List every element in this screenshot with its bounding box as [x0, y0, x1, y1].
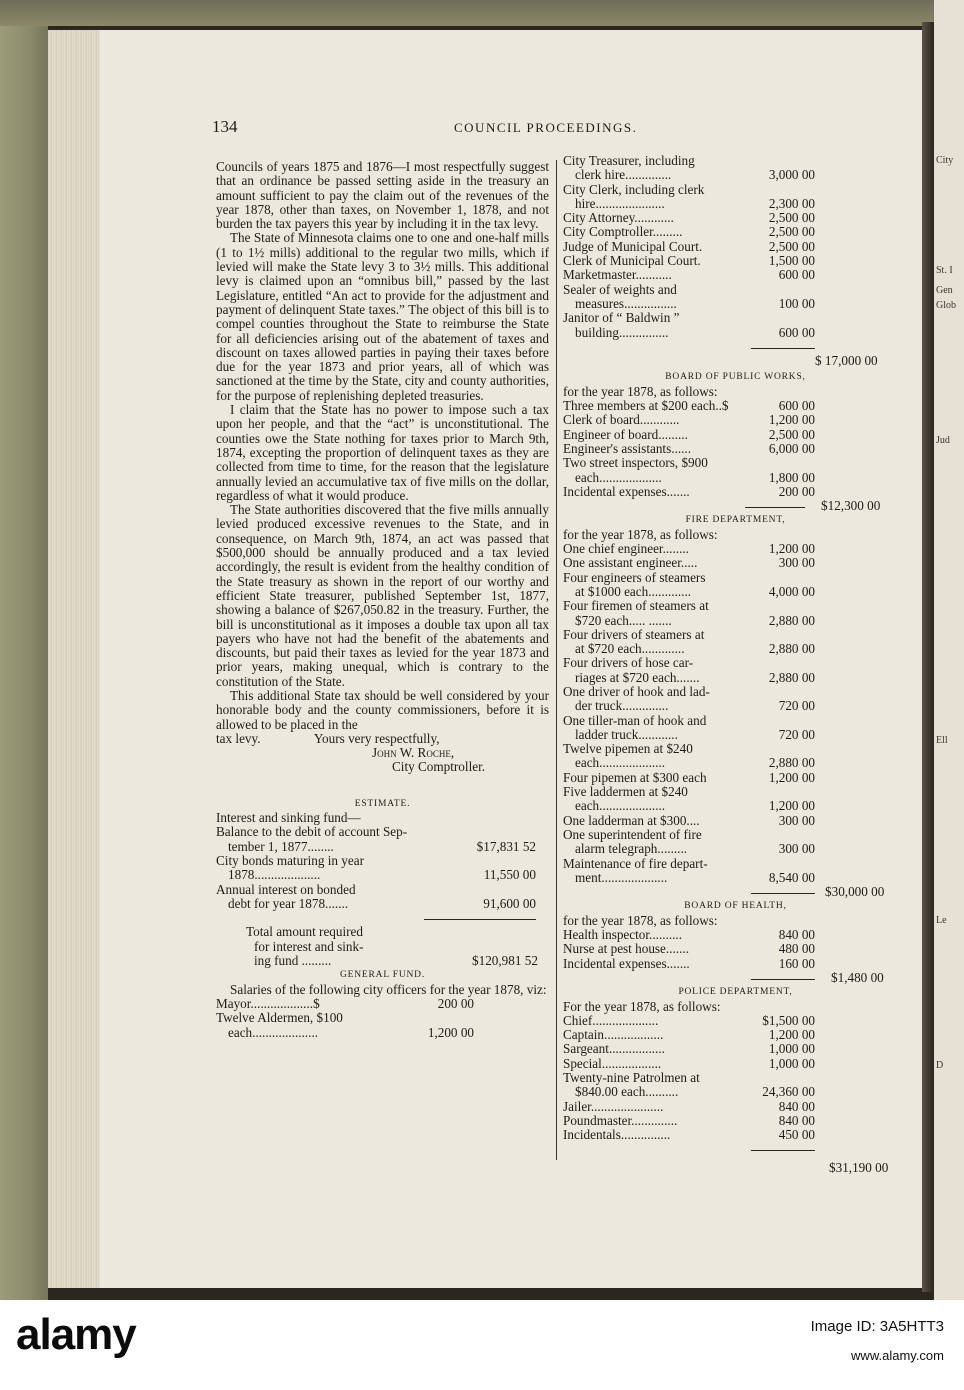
table-row — [563, 728, 908, 742]
total-line-1: Total amount required — [246, 924, 363, 940]
table-row — [216, 1026, 549, 1040]
officers-table — [563, 154, 908, 340]
row-label: Four engineers of steamers — [563, 569, 706, 585]
row-amount: 840 00 — [778, 1098, 815, 1114]
table-row — [563, 471, 908, 485]
row-label: measures................ — [575, 295, 677, 311]
row-amount: 300 00 — [778, 555, 815, 571]
row-label: each.................... — [575, 798, 666, 814]
row-label: alarm telegraph......... — [575, 841, 688, 857]
row-label: Four drivers of steamers at — [563, 626, 705, 642]
row-amount: 200 00 — [437, 995, 474, 1011]
closing-line — [216, 732, 549, 746]
table-row — [563, 799, 908, 813]
row-label: 1878.................... — [228, 867, 321, 883]
row-amount: 1,200 00 — [768, 769, 815, 785]
table-row — [216, 811, 549, 825]
table-row — [563, 656, 908, 670]
row-label: $720 each..... ....... — [575, 612, 672, 628]
table-row — [563, 399, 908, 413]
row-amount: 1,200 00 — [427, 1024, 474, 1040]
row-label: Special.................. — [563, 1055, 662, 1071]
table-row — [563, 1071, 908, 1085]
table-row — [563, 871, 908, 885]
row-label: at $1000 each............. — [575, 583, 692, 599]
public-works-intro: for the year 1878, as follows: — [563, 383, 718, 399]
health-table — [563, 928, 908, 971]
signature-title: City Comptroller. — [392, 759, 486, 775]
row-label: Jailer...................... — [563, 1098, 664, 1114]
table-row — [563, 154, 908, 168]
general-fund-table — [216, 997, 549, 1040]
row-label: Sealer of weights and — [563, 281, 677, 297]
table-row — [216, 883, 549, 897]
row-label: Clerk of board............ — [563, 412, 680, 428]
row-label: Maintenance of fire depart- — [563, 855, 708, 871]
page-edges — [48, 30, 108, 1288]
row-label: clerk hire.............. — [575, 167, 672, 183]
table-row — [563, 428, 908, 442]
row-label: der truck.............. — [575, 698, 669, 714]
police-table — [563, 1014, 908, 1143]
paragraph: The State authorities discovered that the five mills annually levied produced excessive revenues to the State, and in consequence, on March 9th, 1874, an act was passed that $500,000 should be annually produced and a tax levied accordingly, the result is evident from the healthy condition of the State treasury as shown in the report of our worthy and efficient State treasurer, published September 1st, 1877, showing a balance of $267,050.82 in the treasury. Further, the bill is unconstitutional as it imposes a double tax upon all tax payers who have not had the benefit of the abatements and discounts, but paid their taxes as levied for the year 1873 and prior years, making unequal, which is contrary to the constitution of the State. — [216, 502, 549, 689]
table-row — [563, 456, 908, 470]
police-intro: For the year 1878, as follows: — [563, 998, 721, 1014]
row-label: Four drivers of hose car- — [563, 655, 694, 671]
table-row — [563, 571, 908, 585]
table-row — [563, 1085, 908, 1099]
public-works-total: $12,300 00 — [821, 498, 881, 514]
table-row — [563, 1014, 908, 1028]
paragraph: I claim that the State has no power to impose such a tax upon her people, and that the “act” is unconstitutional. The counties owe the State nothing for taxes prior to March 9th, 1874, excepting the proportion of delinquent taxes as they are collected from time to time, for the reason that the legislature annually levied an accumulative tax of five mills on the dollar, regardless of what it would produce. — [216, 402, 549, 503]
row-label: One driver of hook and lad- — [563, 683, 710, 699]
total-line-2: for interest and sink- — [254, 938, 364, 954]
police-heading: POLICE DEPARTMENT, — [678, 987, 793, 998]
row-amount: 1,000 00 — [768, 1041, 815, 1057]
paragraph: The State of Minnesota claims one to one and one-half mills (1 to 1½ mills) additional to the regular two mills, which if levied will make the State levy 3 to 3½ mills. This additional levy is claimed upon an “omnibus bill,” passed by the last Legislature, entitled “An act to provide for the adjustment and payment of delinquent State taxes.” The object of this bill is to compel counties throughout the State to reimburse the State for all deficiencies arising out of the abatement of taxes and discount on taxes allowed parties in paying their taxes before due for the year 1873 and prior years, all of which was sanctioned at the time by the State, city and county authorities, for the purpose of replenishing depleted treasuries. — [216, 230, 549, 403]
section-rule — [216, 911, 549, 925]
table-row — [563, 297, 908, 311]
row-amount: 1,200 00 — [768, 541, 815, 557]
row-amount: 2,880 00 — [768, 755, 815, 771]
row-amount: 1,500 00 — [768, 253, 815, 269]
row-amount: 6,000 00 — [768, 440, 815, 456]
estimate-table — [216, 811, 549, 911]
table-row — [563, 542, 908, 556]
table-row — [563, 311, 908, 325]
row-label: Five laddermen at $240 — [563, 784, 688, 800]
table-row — [563, 828, 908, 842]
table-row — [563, 442, 908, 456]
row-amount: 1,200 00 — [768, 798, 815, 814]
row-label: building............... — [575, 324, 669, 340]
paragraph: This additional State tax should be well considered by your honorable body and the county commissioners, before it is allowed to be placed in the — [216, 687, 549, 732]
table-row — [563, 183, 908, 197]
table-row — [563, 942, 908, 956]
table-row — [563, 585, 908, 599]
book-cover-top — [0, 0, 964, 26]
table-row — [563, 211, 908, 225]
row-amount: 100 00 — [778, 295, 815, 311]
public-works-total-row — [563, 499, 908, 513]
row-amount: 2,500 00 — [768, 224, 815, 240]
section-rule — [563, 1142, 908, 1156]
table-row — [216, 840, 549, 854]
table-row — [563, 1057, 908, 1071]
row-label: each.................... — [228, 1024, 319, 1040]
row-label: debt for year 1878....... — [228, 895, 349, 911]
row-label: Interest and sinking fund— — [216, 810, 361, 826]
row-amount: 2,500 00 — [768, 210, 815, 226]
row-label: hire..................... — [575, 195, 665, 211]
row-label: One tiller-man of hook and — [563, 712, 707, 728]
closing-salutation: Yours very respectfully, — [313, 730, 440, 746]
row-amount: 2,300 00 — [768, 195, 815, 211]
row-amount: 300 00 — [778, 841, 815, 857]
table-row — [563, 197, 908, 211]
row-label: City bonds maturing in year — [216, 852, 364, 868]
row-label: Annual interest on bonded — [216, 881, 356, 897]
row-amount: 450 00 — [778, 1127, 815, 1143]
row-amount: 4,000 00 — [768, 583, 815, 599]
row-amount: 1,000 00 — [768, 1055, 815, 1071]
row-label: City Attorney............ — [563, 210, 674, 226]
row-label: Twelve pipemen at $240 — [563, 741, 693, 757]
row-label: Balance to the debit of account Sep- — [216, 824, 408, 840]
column-divider — [556, 160, 557, 1160]
row-amount: $17,831 52 — [476, 838, 536, 854]
health-heading: BOARD OF HEALTH, — [684, 901, 787, 912]
row-label: One superintendent of fire — [563, 826, 702, 842]
table-row — [563, 928, 908, 942]
row-amount: 2,500 00 — [768, 238, 815, 254]
health-total-row — [563, 971, 908, 985]
adjacent-page-fragment: City St. I Gen Glob Jud Ell Le D — [934, 0, 964, 1300]
fire-total-row — [563, 885, 908, 899]
table-row — [563, 556, 908, 570]
row-label: Two street inspectors, $900 — [563, 455, 708, 471]
row-amount: 720 00 — [778, 726, 815, 742]
row-amount: $1,500 00 — [762, 1012, 815, 1028]
general-fund-heading: GENERAL FUND. — [340, 970, 425, 981]
table-row — [563, 756, 908, 770]
table-row — [563, 642, 908, 656]
book-cover-edge — [0, 0, 48, 1300]
closing-left: tax levy. — [216, 730, 261, 746]
table-row — [563, 857, 908, 871]
table-row — [216, 997, 549, 1011]
row-label: ladder truck............ — [575, 726, 678, 742]
table-row — [563, 254, 908, 268]
row-label: at $720 each............. — [575, 641, 685, 657]
table-row — [563, 268, 908, 282]
row-label: One assistant engineer..... — [563, 555, 698, 571]
public-works-heading: BOARD OF PUBLIC WORKS, — [665, 372, 806, 383]
police-total-row — [563, 1161, 908, 1175]
row-label: City Clerk, including clerk — [563, 181, 705, 197]
table-row — [563, 599, 908, 613]
stock-logo: alamy — [16, 1310, 136, 1359]
row-label: Incidentals............... — [563, 1127, 671, 1143]
row-amount: 2,880 00 — [768, 641, 815, 657]
row-label: each.................... — [575, 755, 666, 771]
row-amount: 2,500 00 — [768, 426, 815, 442]
fire-heading: FIRE DEPARTMENT, — [685, 515, 786, 526]
row-amount: 1,800 00 — [768, 469, 815, 485]
health-total: $1,480 00 — [831, 969, 884, 985]
stock-watermark-bar — [0, 1300, 964, 1390]
table-row — [563, 685, 908, 699]
table-row — [563, 413, 908, 427]
fire-total: $30,000 00 — [825, 884, 885, 900]
row-label: City Comptroller......... — [563, 224, 683, 240]
table-row — [563, 814, 908, 828]
stock-image-id: Image ID: 3A5HTT3 — [810, 1318, 944, 1335]
table-row — [216, 897, 549, 911]
table-row — [563, 714, 908, 728]
row-label: Poundmaster.............. — [563, 1112, 678, 1128]
row-label: Twenty-nine Patrolmen at — [563, 1070, 700, 1085]
row-amount: 1,200 00 — [768, 412, 815, 428]
row-amount: 3,000 00 — [768, 167, 815, 183]
table-row — [216, 825, 549, 839]
table-row — [563, 240, 908, 254]
row-amount: 480 00 — [778, 941, 815, 957]
table-row — [563, 957, 908, 971]
public-works-table — [563, 399, 908, 499]
row-label: $840.00 each.......... — [575, 1084, 679, 1100]
row-label: ment.................... — [575, 869, 668, 885]
table-row — [563, 225, 908, 239]
row-label: Nurse at pest house....... — [563, 941, 689, 957]
row-label: Four firemen of steamers at — [563, 598, 709, 614]
table-row — [563, 1128, 908, 1142]
row-label: Clerk of Municipal Court. — [563, 253, 701, 269]
row-amount: 24,360 00 — [762, 1084, 815, 1100]
table-row — [563, 614, 908, 628]
table-row — [563, 699, 908, 713]
table-row — [563, 485, 908, 499]
row-label: City Treasurer, including — [563, 153, 695, 168]
officers-total: $ 17,000 00 — [815, 353, 878, 369]
section-rule — [563, 340, 908, 354]
table-row — [563, 326, 908, 340]
table-row — [563, 671, 908, 685]
stock-url: www.alamy.com — [851, 1348, 944, 1363]
row-amount: 600 00 — [778, 324, 815, 340]
table-row — [563, 842, 908, 856]
right-column — [563, 154, 908, 1175]
book-gutter — [922, 22, 934, 1292]
signature-name: John W. Roche, — [372, 745, 455, 761]
table-row — [563, 283, 908, 297]
row-label: Chief.................... — [563, 1012, 659, 1028]
health-intro: for the year 1878, as follows: — [563, 912, 718, 928]
left-column — [216, 160, 549, 1040]
row-amount: 600 00 — [778, 267, 815, 283]
row-label: One ladderman at $300.... — [563, 812, 700, 828]
estimate-total: $120,981 52 — [472, 953, 538, 969]
table-row — [216, 854, 549, 868]
row-label: Judge of Municipal Court. — [563, 238, 703, 254]
row-amount: 160 00 — [778, 955, 815, 971]
table-row — [563, 628, 908, 642]
row-amount: 11,550 00 — [483, 867, 536, 883]
fire-intro: for the year 1878, as follows: — [563, 526, 718, 542]
table-row — [563, 785, 908, 799]
row-label: One chief engineer........ — [563, 541, 689, 557]
row-amount: 200 00 — [778, 483, 815, 499]
page-number: 134 — [212, 117, 238, 136]
paragraph: Councils of years 1875 and 1876—I most respectfully suggest that an ordinance be passed setting aside in the treasury an amount sufficient to pay the claim out of the revenues of the year 1878, other than taxes, on November 1, 1878, and not burden the tax payers this year by including it in the tax levy. — [216, 159, 549, 232]
estimate-heading: ESTIMATE. — [354, 798, 411, 809]
row-label: Janitor of “ Baldwin ” — [563, 310, 680, 326]
table-row — [563, 1028, 908, 1042]
row-label: Mayor...................$ — [216, 995, 320, 1011]
row-amount: 1,200 00 — [768, 1027, 815, 1043]
police-total: $31,190 00 — [829, 1159, 889, 1175]
row-label: Twelve Aldermen, $100 — [216, 1010, 343, 1026]
row-amount: 720 00 — [778, 698, 815, 714]
row-amount: 300 00 — [778, 812, 815, 828]
general-fund-intro: Salaries of the following city officers for the year 1878, viz: — [230, 981, 547, 997]
fire-table — [563, 542, 908, 885]
row-label: Incidental expenses....... — [563, 483, 690, 499]
row-amount: 2,880 00 — [768, 669, 815, 685]
total-line-3: ing fund ......... $120,981 52 — [254, 953, 538, 969]
row-amount: 91,600 00 — [483, 895, 536, 911]
row-label: riages at $720 each....... — [575, 669, 700, 685]
table-row — [563, 168, 908, 182]
row-label: Three members at $200 each..$ — [563, 398, 729, 414]
table-row — [216, 1011, 549, 1025]
row-amount: 840 00 — [778, 927, 815, 943]
table-row — [216, 868, 549, 882]
row-label: Captain.................. — [563, 1027, 664, 1043]
officers-total-row — [563, 354, 908, 368]
row-label: each................... — [575, 469, 662, 485]
row-label: Marketmaster........... — [563, 267, 672, 283]
row-label: Four pipemen at $300 each — [563, 769, 707, 785]
row-label: Incidental expenses....... — [563, 955, 690, 971]
table-row — [563, 771, 908, 785]
row-label: Health inspector.......... — [563, 927, 683, 943]
row-amount: 840 00 — [778, 1112, 815, 1128]
table-row — [563, 1114, 908, 1128]
table-row — [563, 742, 908, 756]
table-row — [563, 1100, 908, 1114]
row-amount: 8,540 00 — [768, 869, 815, 885]
table-row — [563, 1042, 908, 1056]
row-label: Engineer's assistants...... — [563, 440, 692, 456]
row-amount: 600 00 — [778, 398, 815, 414]
row-label: Engineer of board......... — [563, 426, 688, 442]
row-label: tember 1, 1877........ — [228, 838, 334, 854]
row-label: Sargeant................. — [563, 1041, 665, 1057]
row-amount: 2,880 00 — [768, 612, 815, 628]
running-title: COUNCIL PROCEEDINGS. — [454, 120, 638, 135]
